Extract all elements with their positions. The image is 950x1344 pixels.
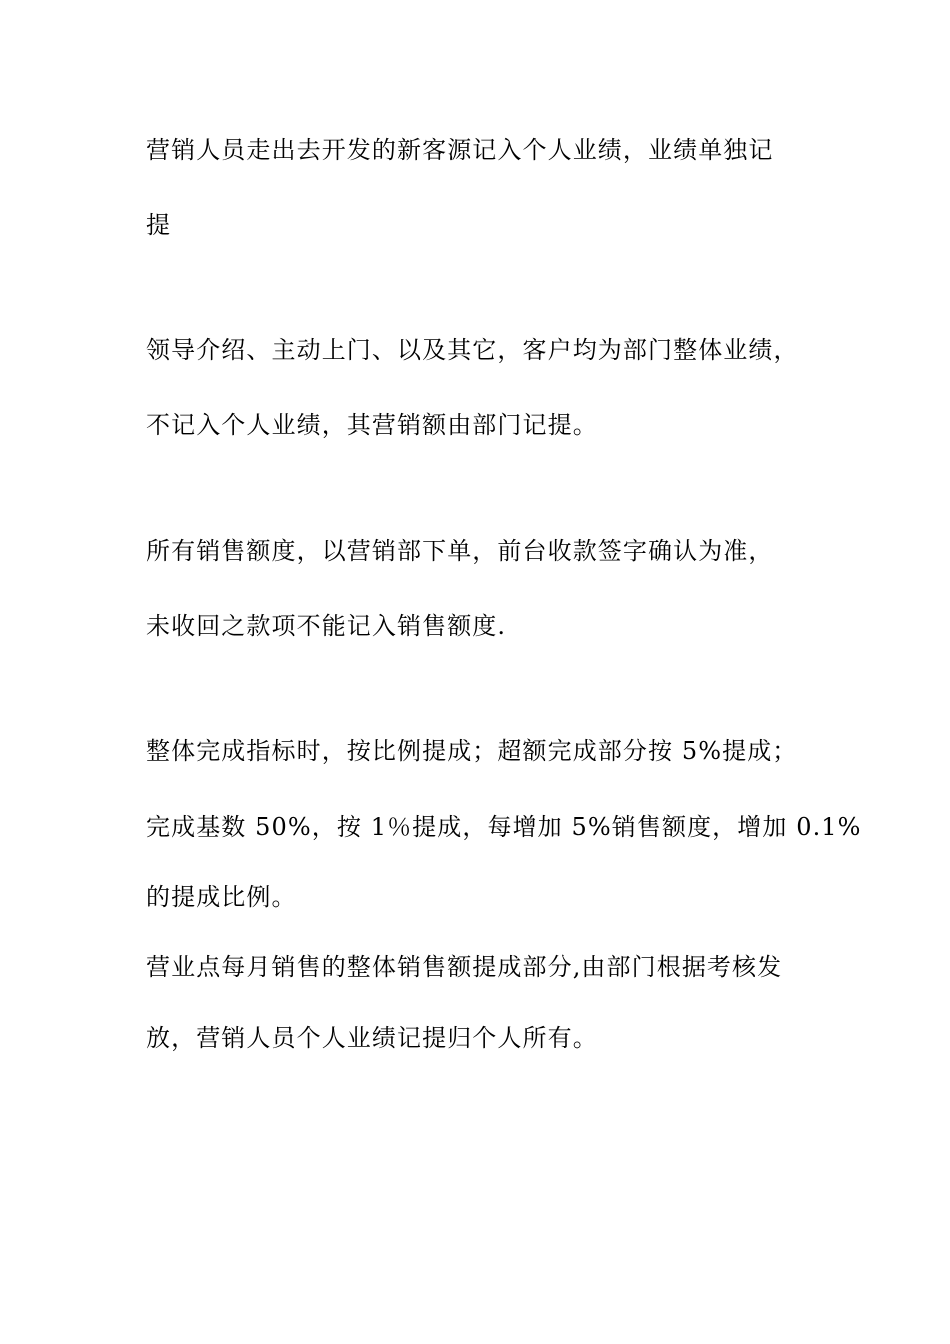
- paragraph-1-line-1: 营销人员走出去开发的新客源记入个人业绩，业绩单独记: [146, 136, 774, 164]
- paragraph-3-line-1: 所有销售额度，以营销部下单，前台收款签字确认为准，: [146, 537, 774, 565]
- paragraph-2-line-2: 不记入个人业绩，其营销额由部门记提。: [146, 411, 598, 439]
- paragraph-4-line-2: 完成基数 50%，按 1％提成，每增加 5%销售额度，增加 0.1%: [146, 813, 862, 841]
- paragraph-4-line-1: 整体完成指标时，按比例提成；超额完成部分按 5%提成；: [146, 737, 798, 765]
- paragraph-2-line-1: 领导介绍、主动上门、以及其它，客户均为部门整体业绩，: [146, 336, 799, 364]
- paragraph-5-line-1: 营业点每月销售的整体销售额提成部分,由部门根据考核发: [146, 953, 783, 981]
- paragraph-1-line-2: 提: [146, 211, 172, 239]
- paragraph-5-line-2: 放，营销人员个人业绩记提归个人所有。: [146, 1024, 598, 1052]
- paragraph-4-line-3: 的提成比例。: [146, 883, 297, 911]
- paragraph-3-line-2: 未收回之款项不能记入销售额度.: [146, 612, 507, 640]
